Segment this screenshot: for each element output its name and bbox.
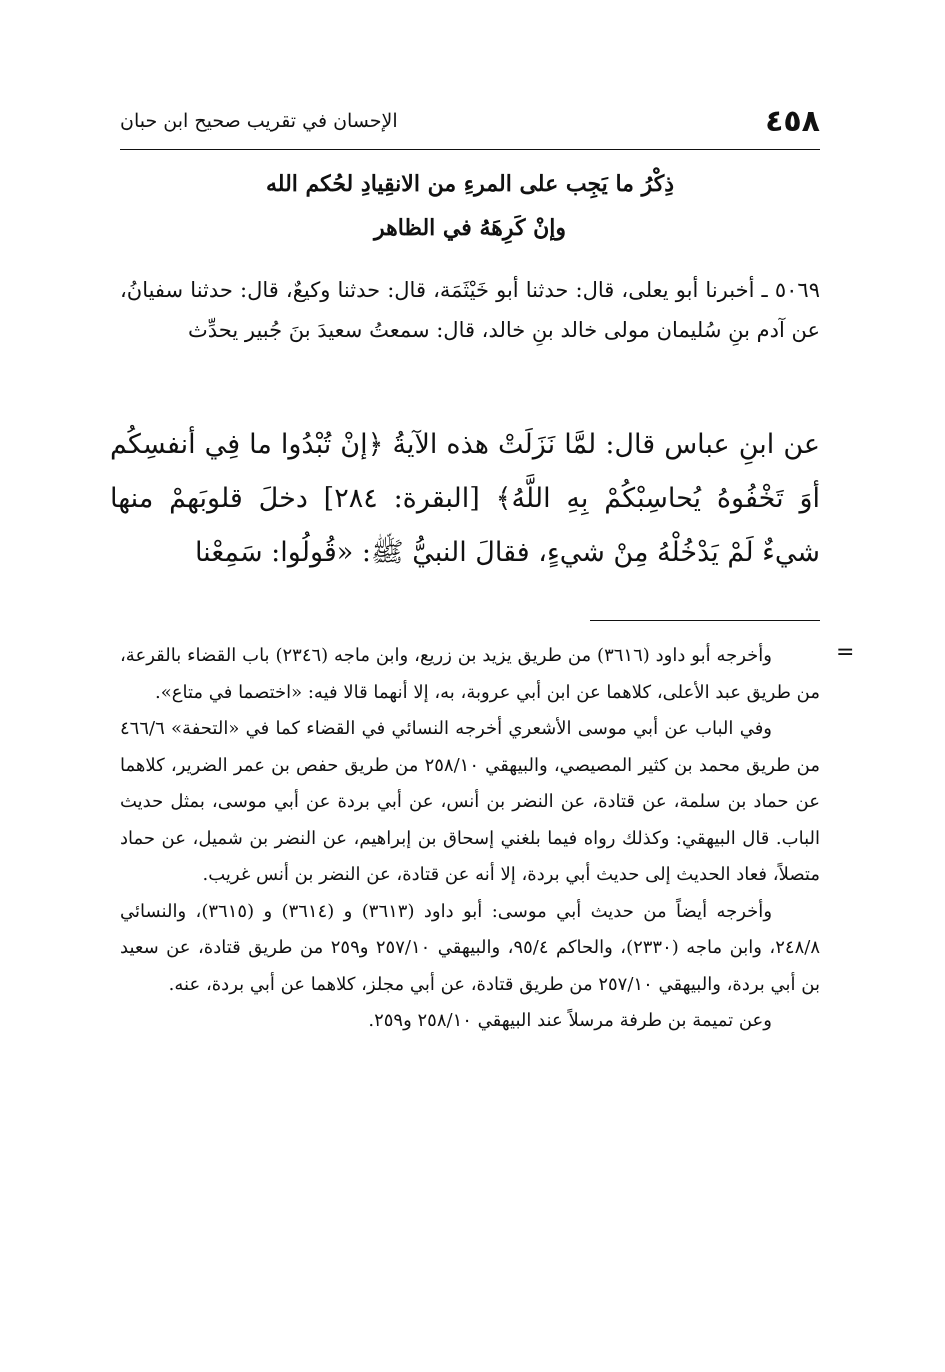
footnote-paragraph: وأخرجه أبو داود (٣٦١٦) من طريق يزيد بن زريع، وابن ماجه (٢٣٤٦) باب القضاء بالقرعة، من طريق عبد الأعلى، كلاهما عن ابن أبي عروبة، به، إلا أنهما قالا فيه: «اختصما في متاع». <box>120 645 820 703</box>
footnote-paragraph: وفي الباب عن أبي موسى الأشعري أخرجه النسائي في القضاء كما في «التحفة» ٤٦٦/٦ من طريق محمد بن كثير المصيصي، والبيهقي ٢٥٨/١٠ من طريق حفص بن عمر الضرير، كلاهما عن حماد بن سلمة، عن قتادة، عن النضر بن أنس، عن أبي بردة عن أبي موسى، بمثل حديث الباب. قال البيهقي: وكذلك رواه فيما بلغني إسحاق بن إبراهيم، عن النضر بن شميل، عن حماد متصلاً، فعاد الحديث إلى حديث أبي بردة، إلا أنه عن قتادة، عن النضر بن أنس غريب. <box>120 718 821 885</box>
hadith-isnad <box>120 270 820 350</box>
page-header <box>120 100 820 146</box>
footnote-rule <box>590 620 820 621</box>
hadith-matn: عن ابنِ عباس قال: لمَّا نَزَلَتْ هذه الآيةُ ﴿إنْ تُبْدُوا ما فِي أنفسِكُم أوَ تَخْفُوهُ يُحاسِبْكُمْ بِهِ اللَّهُ﴾ [البقرة: ٢٨٤] دخلَ قلوبَهمْ منها شيءٌ لَمْ يَدْخُلْهُ مِنْ شيءٍ، فقالَ النبيُّ ﷺ: «قُولُوا: سَمِعْنا <box>110 429 820 568</box>
footnote-continuation-mark: = <box>836 640 855 665</box>
isnad-text: ـ أخبرنا أبو يعلى، قال: حدثنا أبو خَيْثَمَة، قال: حدثنا وكيعٌ، قال: حدثنا سفيانُ، عن آدم بنِ سُليمان مولى خالد بنِ خالد، قال: سمعتُ سعيدَ بنَ جُبير يحدِّث <box>120 278 820 342</box>
header-rule <box>120 149 820 150</box>
running-title: الإحسان في تقريب صحيح ابن حبان <box>120 110 398 132</box>
chapter-title <box>120 162 820 250</box>
page-number: ٤٥٨ <box>765 104 820 139</box>
hadith-number: ٥٠٦٩ <box>774 278 820 302</box>
footnote-paragraph: وأخرجه أيضاً من حديث أبي موسى: أبو داود (٣٦١٣) و (٣٦١٤) و (٣٦١٥)، والنسائي ٢٤٨/٨، وابن ماجه (٢٣٣٠)، والحاكم ٩٥/٤، والبيهقي ٢٥٧/١٠ و٢٥٩ من طريق قتادة، عن سعيد بن أبي بردة، والبيهقي ٢٥٧/١٠ من طريق قتادة، عن أبي مجلز، كلاهما عن أبي بردة، عنه. <box>120 900 820 995</box>
footnotes <box>120 638 820 1040</box>
footnote-paragraph: وعن تميمة بن طرفة مرسلاً عند البيهقي ٢٥٨/١٠ و٢٥٩. <box>368 1010 772 1031</box>
chapter-title-line-1: ذِكْرُ ما يَجِب على المرءِ من الانقِيادِ لحُكم الله <box>265 171 675 197</box>
chapter-title-line-2: وإنْ كَرِهَهُ في الظاهر <box>373 215 567 241</box>
